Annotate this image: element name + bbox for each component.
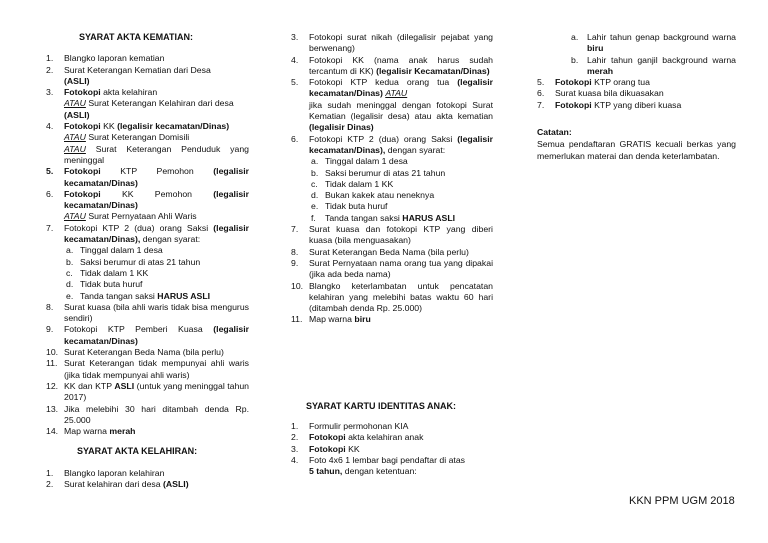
- list-item: 5. Fotokopi KTP orang tua: [537, 77, 736, 88]
- list-item: 12. KK dan KTP ASLI (untuk yang meninggal tahun 2017): [46, 381, 249, 404]
- footer-credit: KKN PPM UGM 2018: [629, 495, 735, 507]
- list-item: 7. Fotokopi KTP 2 (dua) orang Saksi (legalisir kecamatan/Dinas), dengan syarat: a. Tinggal dalam 1 desa b. Saksi berumur di atas 21 tahun c. Tidak dalam 1 KK d. Tidak buta huruf e. Tanda tangan saksi HARUS ASLI: [46, 223, 249, 302]
- list-item: a. Tinggal dalam 1 desa: [46, 245, 249, 256]
- list-item: f. Tanda tangan saksi HARUS ASLI: [291, 213, 493, 224]
- list-item: 4. Fotokopi KK (legalisir kecamatan/Dinas) ATAU Surat Keterangan Domisili ATAU Surat Keterangan Penduduk yang meninggal: [46, 121, 249, 166]
- list-item: 4. Fotokopi KK (nama anak harus sudah tercantum di KK) (legalisir Kecamatan/Dinas): [291, 55, 493, 78]
- list-akta-kelahiran-cont: [291, 32, 493, 326]
- list-kia: [291, 421, 493, 477]
- list-item: 10. Surat Keterangan Beda Nama (bila perlu): [46, 347, 249, 358]
- list-item: b. Saksi berumur di atas 21 tahun: [46, 257, 249, 268]
- list-item: 11. Map warna biru: [291, 314, 493, 325]
- heading-akta-kematian: SYARAT AKTA KEMATIAN:: [79, 32, 193, 42]
- sublist-saksi: [46, 245, 249, 301]
- list-item: e. Tanda tangan saksi HARUS ASLI: [46, 291, 249, 302]
- list-akta-kematian: [46, 53, 249, 437]
- heading-kartu-identitas-anak: SYARAT KARTU IDENTITAS ANAK:: [306, 401, 456, 411]
- list-item: 13. Jika melebihi 30 hari ditambah denda Rp. 25.000: [46, 404, 249, 427]
- list-item: 7. Surat kuasa dan fotokopi KTP yang diberi kuasa (bila menguasakan): [291, 224, 493, 247]
- list-item: 10. Blangko keterlambatan untuk pencatatan kelahiran yang melebihi batas waktu 60 hari (ditambah denda Rp. 25.000): [291, 281, 493, 315]
- list-item: 3. Fotokopi akta kelahiran ATAU Surat Keterangan Kelahiran dari desa (ASLI): [46, 87, 249, 121]
- list-item: e. Tidak buta huruf: [291, 201, 493, 212]
- list-item: 2. Surat Keterangan Kematian dari Desa (ASLI): [46, 65, 249, 88]
- list-item: 1. Blangko laporan kematian: [46, 53, 249, 64]
- list-item: 1. Formulir permohonan KIA: [291, 421, 493, 432]
- list-item: d. Bukan kakek atau neneknya: [291, 190, 493, 201]
- list-item: 6. Fotokopi KK Pemohon (legalisir kecamatan/Dinas) ATAU Surat Pernyataan Ahli Waris: [46, 189, 249, 223]
- catatan-text: Semua pendaftaran GRATIS kecuali berkas yang memerlukan materai dan denda keterlambatan.: [537, 139, 736, 161]
- list-item: 2. Fotokopi akta kelahiran anak: [291, 432, 493, 443]
- column-right: [537, 0, 736, 162]
- catatan-heading: Catatan:: [537, 127, 572, 138]
- list-item: 5. Fotokopi KTP Pemohon (legalisir kecamatan/Dinas): [46, 166, 249, 189]
- list-item: 8. Surat Keterangan Beda Nama (bila perlu): [291, 247, 493, 258]
- sublist-foto-ketentuan: [537, 32, 736, 77]
- list-item: b. Saksi berumur di atas 21 tahun: [291, 168, 493, 179]
- list-kia-cont: [537, 77, 736, 111]
- list-item: a. Lahir tahun genap background warna biru: [537, 32, 736, 55]
- list-item: 6. Surat kuasa bila dikuasakan: [537, 88, 736, 99]
- list-item: d. Tidak buta huruf: [46, 279, 249, 290]
- list-item: 2. Surat kelahiran dari desa (ASLI): [46, 479, 249, 490]
- column-middle: [291, 0, 493, 477]
- list-akta-kelahiran: [46, 468, 249, 491]
- list-item: c. Tidak dalam 1 KK: [46, 268, 249, 279]
- list-item: 1. Blangko laporan kelahiran: [46, 468, 249, 479]
- list-item: b. Lahir tahun ganjil background warna merah: [537, 55, 736, 78]
- list-item: 7. Fotokopi KTP yang diberi kuasa: [537, 100, 736, 111]
- heading-akta-kelahiran: SYARAT AKTA KELAHIRAN:: [77, 446, 198, 457]
- list-item: 11. Surat Keterangan tidak mempunyai ahli waris (jika tidak mempunyai ahli waris): [46, 358, 249, 381]
- list-item: c. Tidak dalam 1 KK: [291, 179, 493, 190]
- list-item: 14. Map warna merah: [46, 426, 249, 437]
- list-item: 6. Fotokopi KTP 2 (dua) orang Saksi (legalisir kecamatan/Dinas), dengan syarat: a. Tinggal dalam 1 desa b. Saksi berumur di atas 21 tahun c. Tidak dalam 1 KK d. Bukan kakek atau neneknya e. Tidak buta huruf f. Tanda tangan saksi HARUS ASLI: [291, 134, 493, 224]
- sublist-saksi: [291, 156, 493, 224]
- column-left: [46, 0, 249, 490]
- list-item: a. Tinggal dalam 1 desa: [291, 156, 493, 167]
- list-item: 3. Fotokopi KK: [291, 444, 493, 455]
- list-item: 8. Surat kuasa (bila ahli waris tidak bisa mengurus sendiri): [46, 302, 249, 325]
- list-item: 3. Fotokopi surat nikah (dilegalisir pejabat yang berwenang): [291, 32, 493, 55]
- list-item: 9. Fotokopi KTP Pemberi Kuasa (legalisir kecamatan/Dinas): [46, 324, 249, 347]
- list-item: 4. Foto 4x6 1 lembar bagi pendaftar di atas 5 tahun, dengan ketentuan:: [291, 455, 493, 478]
- list-item: 5. Fotokopi KTP kedua orang tua (legalisir kecamatan/Dinas) ATAU jika sudah meninggal dengan fotokopi Surat Kematian (legalisir desa) atau akta kematian (legalisir Dinas): [291, 77, 493, 133]
- list-item: 9. Surat Pernyataan nama orang tua yang dipakai (jika ada beda nama): [291, 258, 493, 281]
